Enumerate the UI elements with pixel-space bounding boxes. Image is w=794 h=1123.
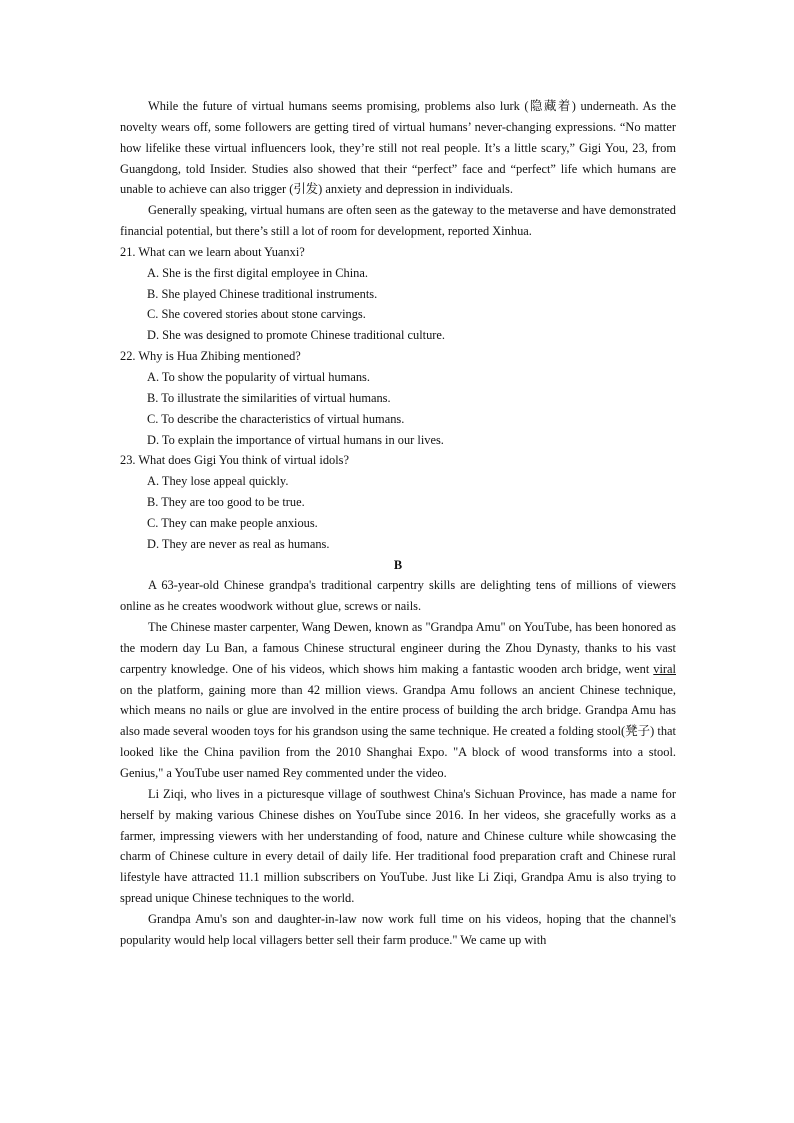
paragraph-virtual-humans-summary: Generally speaking, virtual humans are often seen as the gateway to the metaverse and have demonstrated financial potential, but there’s still a lot of room for development, reported Xinhua. [120,203,676,239]
option-c: C. To describe the characteristics of virtual humans. [147,411,405,426]
question-23 [120,450,676,554]
text-body [120,96,676,951]
paragraph-grandpa-intro: A 63-year-old Chinese grandpa's traditional carpentry skills are delighting tens of millions of viewers online as he creates woodwork without glue, screws or nails. [120,578,676,614]
paragraph-text-before: The Chinese master carpenter, Wang Dewen, known as "Grandpa Amu" on YouTube, has been honored as the modern day Lu Ban, a famous Chinese structural engineer during the Zhou Dynasty, thanks to his vast carpentry knowledge. One of his videos, which shows him making a fantastic wooden arch bridge, went [120,620,676,676]
section-heading-b: B [393,557,403,572]
option-a: A. She is the first digital employee in China. [147,265,368,280]
option-a: A. To show the popularity of virtual humans. [147,369,370,384]
option-c: C. She covered stories about stone carvings. [147,307,366,322]
question-stem: 22. Why is Hua Zhibing mentioned? [120,349,301,364]
paragraph-text-after: on the platform, gaining more than 42 million views. Grandpa Amu follows an ancient Chinese technique, which means no nails or glue are involved in the entire process of building the arch bridge. Grandpa Amu has also made several wooden toys for his grandson using the same technique. He created a folding stool(凳子) that looked like the China pavilion from the 2010 Shanghai Expo. "A block of wood transforms into a stool. Genius," a YouTube user named Rey commented under the video. [120,682,676,780]
option-d: D. She was designed to promote Chinese traditional culture. [147,328,445,343]
underlined-word-viral: viral [653,661,676,676]
option-d: D. To explain the importance of virtual humans in our lives. [147,432,444,447]
option-b: B. She played Chinese traditional instruments. [147,286,378,301]
option-d: D. They are never as real as humans. [147,536,330,551]
option-b: B. To illustrate the similarities of virtual humans. [147,390,391,405]
paragraph-family-videos: Grandpa Amu's son and daughter-in-law now work full time on his videos, hoping that the channel's popularity would help local villagers better sell their farm produce." We came up with [120,911,676,947]
question-22 [120,346,676,450]
paragraph-grandpa-amu [120,617,676,784]
paragraph-li-ziqi: Li Ziqi, who lives in a picturesque village of southwest China's Sichuan Province, has made a name for herself by making various Chinese dishes on YouTube since 2016. In her videos, she gracefully works as a farmer, impressing viewers with her understanding of food, nature and Chinese culture while showcasing the charm of Chinese culture in every detail of daily life. Her traditional food preparation craft and Chinese rural lifestyle have attracted 11.1 million subscribers on YouTube. Just like Li Ziqi, Grandpa Amu is also trying to spread unique Chinese techniques to the world. [120,786,676,906]
paragraph-virtual-humans-problems: While the future of virtual humans seems promising, problems also lurk (隐藏着) underneath. As the novelty wears off, some followers are getting tired of virtual humans’ never-changing expressions. “No matter how lifelike these virtual influencers look, they’re still not real people. It’s a little scary,” Gigi You, 23, from Guangdong, told Insider. Studies also showed that their “perfect” face and “perfect” life which humans are unable to achieve can also trigger (引发) anxiety and depression in individuals. [120,99,676,197]
question-stem: 23. What does Gigi You think of virtual idols? [120,453,349,468]
question-21 [120,242,676,346]
question-stem: 21. What can we learn about Yuanxi? [120,244,305,259]
option-a: A. They lose appeal quickly. [147,474,289,489]
option-c: C. They can make people anxious. [147,515,318,530]
option-b: B. They are too good to be true. [147,495,305,510]
